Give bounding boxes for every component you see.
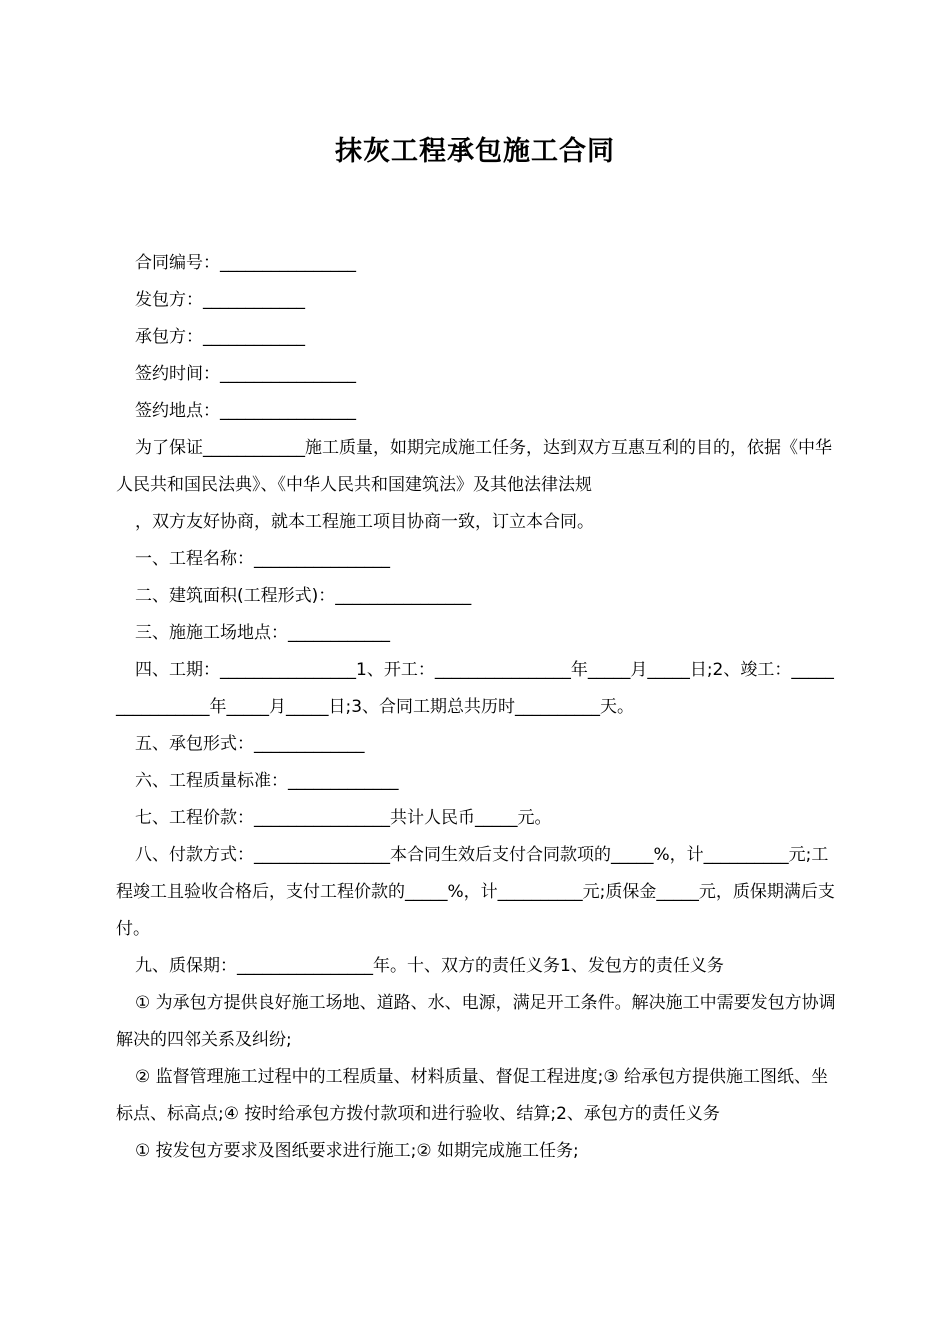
preamble-continuation: ，双方友好协商，就本工程施工项目协商一致，订立本合同。: [135, 512, 594, 532]
clause-price: 七、工程价款：________________共计人民币_____元。: [135, 808, 552, 828]
document-title: 抹灰工程承包施工合同: [335, 136, 615, 167]
clause-site-location: 三、施施工场地点：____________: [135, 623, 390, 643]
clause-quality-standard: 六、工程质量标准：_____________: [135, 771, 399, 791]
document-body: [116, 245, 838, 1170]
signing-place-line: 签约地点：________________: [135, 401, 356, 421]
clause-contract-form: 五、承包形式：_____________: [135, 734, 365, 754]
clause-warranty-and-duties: 九、质保期：________________年。十、双方的责任义务1、发包方的责任义务: [135, 956, 724, 976]
contract-number-line: 合同编号：________________: [135, 253, 356, 273]
clause-payment: 八、付款方式：________________本合同生效后支付合同款项的_____%，计__________元;工程竣工且验收合格后，支付工程价款的_____%，计__________元;质保金_____元，质保期满后支付。: [116, 845, 835, 939]
contractor-duty-1-2: ① 按发包方要求及图纸要求进行施工;② 如期完成施工任务;: [135, 1141, 579, 1161]
contractor-line: 承包方：____________: [135, 327, 305, 347]
clause-schedule: 四、工期：________________1、开工：________________年_____月_____日;2、竣工：________________年_____月_____日;3、合同工期总共历时__________天。: [116, 660, 834, 717]
employer-duty-2-4: ② 监督管理施工过程中的工程质量、材料质量、督促工程进度;③ 给承包方提供施工图纸、坐标点、标高点;④ 按时给承包方拨付款项和进行验收、结算;2、承包方的责任义务: [116, 1067, 829, 1124]
employer-duty-1: ① 为承包方提供良好施工场地、道路、水、电源，满足开工条件。解决施工中需要发包方协调解决的四邻关系及纠纷;: [116, 993, 836, 1050]
signing-time-line: 签约时间：________________: [135, 364, 356, 384]
clause-project-name: 一、工程名称：________________: [135, 549, 390, 569]
employer-line: 发包方：____________: [135, 290, 305, 310]
clause-building-area: 二、建筑面积(工程形式)：________________: [135, 586, 472, 606]
preamble-paragraph: 为了保证____________施工质量，如期完成施工任务，达到双方互惠互利的目的，依据《中华人民共和国民法典》、《中华人民共和国建筑法》及其他法律法规: [116, 438, 832, 495]
